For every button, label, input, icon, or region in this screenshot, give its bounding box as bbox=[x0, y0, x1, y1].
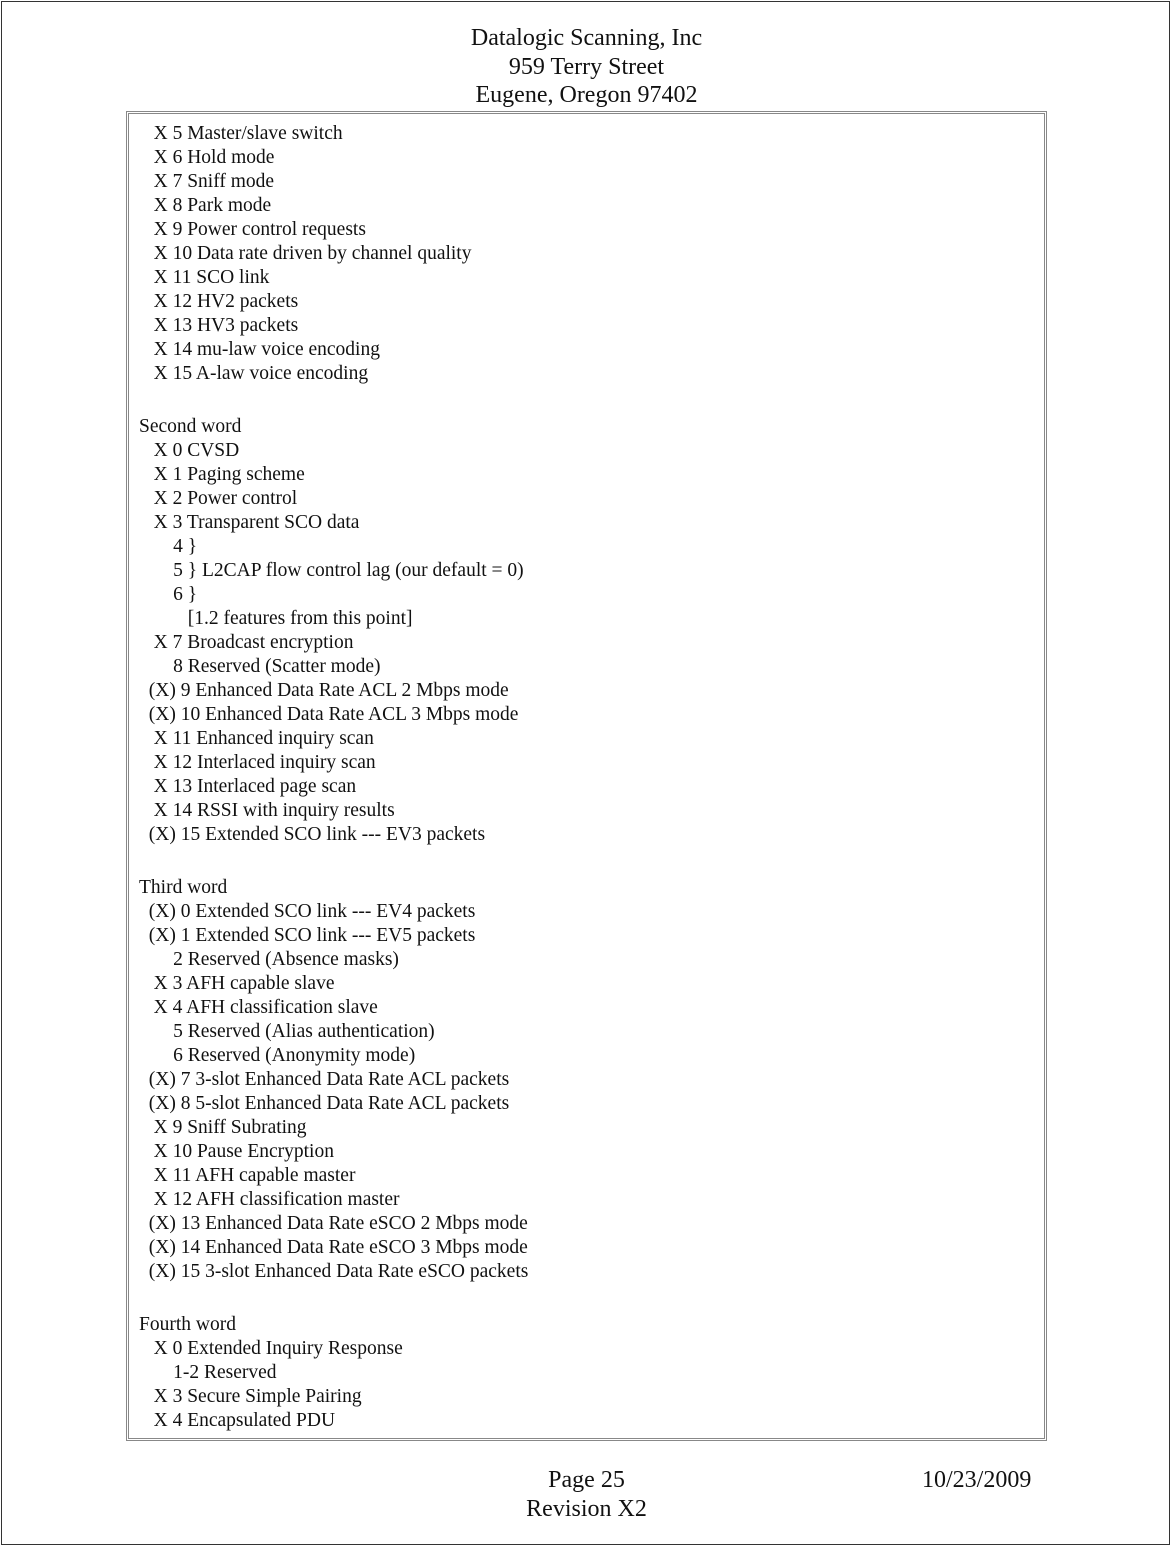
footer-date: 10/23/2009 bbox=[922, 1467, 1032, 1493]
feature-line: X 12 HV2 packets bbox=[139, 291, 299, 312]
feature-line: X 13 Interlaced page scan bbox=[139, 776, 357, 797]
feature-line: X 11 SCO link bbox=[139, 267, 270, 288]
fourth-word-list bbox=[139, 1337, 528, 1433]
feature-line: (X) 8 5-slot Enhanced Data Rate ACL packets bbox=[139, 1093, 510, 1114]
feature-line: X 8 Park mode bbox=[139, 195, 272, 216]
feature-line: X 9 Power control requests bbox=[139, 219, 366, 240]
feature-line: X 6 Hold mode bbox=[139, 147, 275, 168]
feature-line: 8 Reserved (Scatter mode) bbox=[139, 656, 381, 677]
revision: Revision X2 bbox=[526, 1496, 647, 1522]
feature-line: X 0 Extended Inquiry Response bbox=[139, 1338, 403, 1359]
document-header bbox=[0, 24, 1173, 110]
company-city: Eugene, Oregon 97402 bbox=[475, 82, 698, 108]
feature-line: X 3 Transparent SCO data bbox=[139, 512, 360, 533]
feature-line: X 1 Paging scheme bbox=[139, 464, 305, 485]
third-word-heading: Third word bbox=[139, 877, 228, 898]
first-word-list bbox=[139, 122, 528, 386]
feature-line: 4 } bbox=[139, 536, 198, 557]
feature-line: X 3 Secure Simple Pairing bbox=[139, 1386, 362, 1407]
feature-line: X 11 AFH capable master bbox=[139, 1165, 356, 1186]
feature-line: [1.2 features from this point] bbox=[139, 608, 413, 629]
feature-line: X 11 Enhanced inquiry scan bbox=[139, 728, 374, 749]
feature-line: X 12 Interlaced inquiry scan bbox=[139, 752, 376, 773]
feature-line: X 9 Sniff Subrating bbox=[139, 1117, 307, 1138]
company-street: 959 Terry Street bbox=[508, 53, 665, 80]
feature-line: X 13 HV3 packets bbox=[139, 315, 299, 336]
feature-line: X 3 AFH capable slave bbox=[139, 973, 335, 994]
feature-line: (X) 0 Extended SCO link --- EV4 packets bbox=[139, 901, 476, 922]
feature-line: (X) 15 Extended SCO link --- EV3 packets bbox=[139, 824, 486, 845]
feature-line: X 4 Encapsulated PDU bbox=[139, 1410, 336, 1431]
feature-line: (X) 1 Extended SCO link --- EV5 packets bbox=[139, 925, 476, 946]
feature-line: X 0 CVSD bbox=[139, 440, 240, 461]
second-word-list bbox=[139, 439, 528, 847]
feature-line: (X) 7 3-slot Enhanced Data Rate ACL packets bbox=[139, 1069, 510, 1090]
feature-line: 2 Reserved (Absence masks) bbox=[139, 949, 399, 970]
feature-line: 6 } bbox=[139, 584, 198, 605]
feature-line: X 7 Sniff mode bbox=[139, 171, 275, 192]
page-number: Page 25 bbox=[548, 1467, 625, 1493]
feature-line: X 12 AFH classification master bbox=[139, 1189, 400, 1210]
feature-line: X 10 Data rate driven by channel quality bbox=[139, 243, 472, 264]
feature-line: X 4 AFH classification slave bbox=[139, 997, 378, 1018]
feature-line: X 14 mu-law voice encoding bbox=[139, 339, 380, 360]
feature-line: (X) 9 Enhanced Data Rate ACL 2 Mbps mode bbox=[139, 680, 509, 701]
content-frame bbox=[126, 111, 1047, 1441]
feature-list bbox=[139, 122, 528, 1433]
feature-line: 5 } L2CAP flow control lag (our default = 0) bbox=[139, 560, 524, 581]
third-word-list bbox=[139, 900, 528, 1284]
fourth-word-heading: Fourth word bbox=[139, 1314, 236, 1335]
second-word-heading: Second word bbox=[139, 416, 242, 437]
feature-line: (X) 10 Enhanced Data Rate ACL 3 Mbps mode bbox=[139, 704, 519, 725]
feature-line: 6 Reserved (Anonymity mode) bbox=[139, 1045, 416, 1066]
feature-line: X 5 Master/slave switch bbox=[139, 123, 343, 144]
feature-line: X 7 Broadcast encryption bbox=[139, 632, 354, 653]
feature-line: X 2 Power control bbox=[139, 488, 298, 509]
feature-line: 5 Reserved (Alias authentication) bbox=[139, 1021, 435, 1042]
feature-line: X 15 A-law voice encoding bbox=[139, 363, 369, 384]
feature-line: 1-2 Reserved bbox=[139, 1362, 277, 1383]
feature-line: X 10 Pause Encryption bbox=[139, 1141, 334, 1162]
company-name: Datalogic Scanning, Inc bbox=[470, 25, 703, 51]
feature-line: (X) 13 Enhanced Data Rate eSCO 2 Mbps mode bbox=[139, 1213, 528, 1234]
feature-line: X 14 RSSI with inquiry results bbox=[139, 800, 395, 821]
feature-line: (X) 14 Enhanced Data Rate eSCO 3 Mbps mode bbox=[139, 1237, 528, 1258]
feature-line: (X) 15 3-slot Enhanced Data Rate eSCO packets bbox=[139, 1261, 529, 1282]
